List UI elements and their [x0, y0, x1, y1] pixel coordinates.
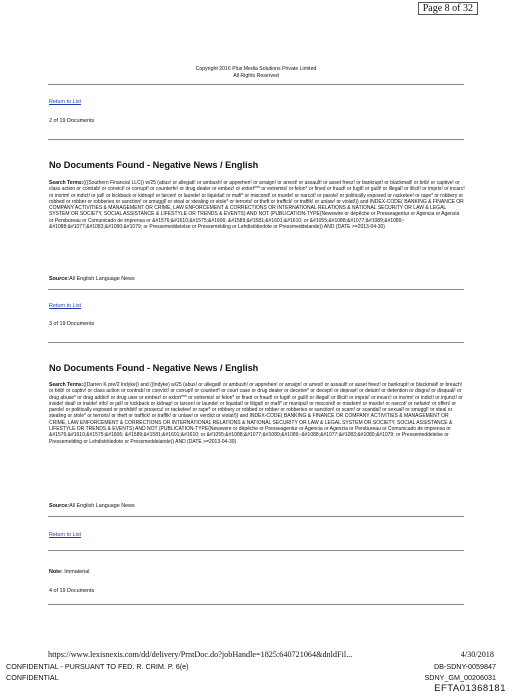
copyright-notice	[0, 66, 512, 80]
search-terms	[49, 180, 465, 230]
bates-number: DB-SDNY-0059847	[433, 662, 496, 671]
search-terms-text: ((Darren K pre/2 Indyke)) and ((Indyke) w/25 (abus! or allegati! or ambush! or apprehen! or arraign! or arrest! or assault! or asset freez! or bankrupt! or blackmail! or breach! or brib! or captiv! or class action or contrab! or convict! or corrupt! or counterf! or court case or drug dealer or deceive* or decept! or depravi! or detain! or detention or disgra! or disquali! or drug abuse* or drug addict! or drug user or embez! or extort*** or extremis! or felon* or fined or fraud! or fugit! or guilt! or illegal! or illicit! or impris! or incarc! or incrim! or indict! or injunct! or inside! deal! or inside! info! or jail! or kickback or kidnap! or larcen! or launde! or liquidat! or litigat! or mafi* or manipul! or miscond! or misdem! or murde! or narcot! or nefario! or offen! or parole! or politically exposed or prohibit! or prosecu! or racketee! or rape* or robbery or robbed or robber or robberies or sanction! or scam! or scandal! or sexual! or smuggl! or steal or stealing or stole* or terroris! or theft or traffick! or traffik! or unlaw! or verdict or violat!)) and INDEX-CODE( BANKING & FINANCE OR COMPANY ACTIVITIES & MANAGEMENT OR CRIME, LAW ENFORCEMENT & CORRECTIONS OR INTERNATIONAL RELATIONS & NATIONAL SECURITY OR LAW & LEGAL SYSTEM OR SOCIETY, SOCIAL ASSISTANCE & LIFESTYLE OR TRENDS & EVENTS) AND NOT (PUBLICATION-TYPE(Newswire or dépêche or Presseagentur or Agencia or Agenzia or Persbureau or Comunicado de imprensa or &#1576;&#1610;&#1575;&#1606; &#1589;&#1581;&#1601;&#1610; or &#1055;&#1088;&#1077;&#1089;&#1089;-&#1088;&#1077;&#1083;&#1080;&#1079; or Pressemeddelelse or Pressemelding or Lehdistötiedote or Pressmeddelande)) AND (DATE >=2013-04-30)	[49, 382, 463, 445]
divider	[48, 139, 464, 140]
document-counter: 3 of 19 Documents	[49, 321, 95, 327]
search-terms	[49, 382, 465, 445]
divider	[48, 84, 464, 85]
document-counter: 4 of 19 Documents	[49, 588, 95, 594]
section-heading: No Documents Found - Negative News / English	[49, 160, 259, 170]
source-value: All English Language News	[69, 503, 135, 509]
source-label: Source:	[49, 503, 70, 509]
return-to-list-link[interactable]: Return to List	[49, 303, 82, 309]
divider	[48, 516, 464, 517]
source-url[interactable]: https://www.lexisnexis.com/dd/delivery/PrntDoc.do?jobHandle=1825:640721064&dnldFil...	[48, 650, 353, 659]
divider	[48, 604, 464, 605]
search-terms-text: (((Southern Financial LLC)) w/25 (abus! or allegati! or ambush! or apprehen! or arraign! or arrest! or assault! or asset freez! or bankrupt! or blackmail! or brib! or captive! or class action or contrab! or convict! or corrupt! or counterfe! or drug dealer or embez! or extort*** or extremis! or felon* or fined or fraud! or fugit! or guilt! or illegal! or illicit! or impris! or incarc! or incrim! or indict! or jail! or kickback or kidnap! or larcen! or launde! or liquidat! or mafi* or miscond! or murde! or narcot! or parole! or politically exposed or racketee! or rape* or robbery or robbed or robber or robberies or sanction! or smuggl! or steal or stealing or stole* or terroris! or theft or traffick! or traffik! or unlaw! or violat!)) and INDEX-CODE( BANKING & FINANCE OR COMPANY ACTIVITIES & MANAGEMENT OR CRIME, LAW ENFORCEMENT & CORRECTIONS OR INTERNATIONAL RELATIONS & NATIONAL SECURITY OR LAW & LEGAL SYSTEM OR SOCIETY, SOCIAL ASSISTANCE & LIFESTYLE OR TRENDS & EVENTS) AND NOT (PUBLICATION-TYPE(Newswire or dépêche or Presseagentur or Agencia or Agenzia or Persbureau or Comunicado de imprensa or &#1576;&#1610;&#1575;&#1606; &#1589;&#1581;&#1601;&#1610; or &#1055;&#1088;&#1077;&#1089;&#1089;-&#1088;&#1077;&#1083;&#1080;&#1079; or Pressemeddelelse or Pressemelding or Lehdistötiedote or Pressmeddelande)) AND (DATE >=2013-04-30)	[49, 180, 465, 231]
divider	[48, 550, 464, 551]
note-label: Note:	[49, 569, 63, 575]
search-terms-label: Search Terms:	[49, 180, 84, 186]
source-value: All English Language News	[69, 276, 135, 282]
divider	[48, 289, 464, 290]
confidential-label: CONFIDENTIAL	[6, 673, 59, 682]
copyright-line: Copyright 2016 Plus Media Solutions Private Limited	[195, 66, 317, 72]
source-line	[49, 503, 135, 509]
efta-number: EFTA01368181	[434, 683, 506, 694]
source-line	[49, 276, 135, 282]
bates-number-2: SDNY_GM_00206031	[424, 673, 496, 682]
note-value: Immaterial	[64, 569, 90, 575]
confidential-notice: CONFIDENTIAL - PURSUANT TO FED. R. CRIM. P. 6(e)	[6, 662, 189, 671]
search-terms-label: Search Terms:	[49, 382, 84, 388]
return-to-list-link[interactable]: Return to List	[49, 532, 82, 538]
document-counter: 2 of 19 Documents	[49, 118, 95, 124]
page-number: Page 8 of 32	[418, 2, 478, 15]
return-to-list-link[interactable]: Return to List	[49, 99, 82, 105]
rights-line: All Rights Reserved	[233, 73, 279, 79]
print-date: 4/30/2018	[460, 650, 494, 659]
section-heading: No Documents Found - Negative News / English	[49, 363, 259, 373]
divider	[48, 342, 464, 343]
source-label: Source:	[49, 276, 70, 282]
note-line	[49, 569, 89, 575]
